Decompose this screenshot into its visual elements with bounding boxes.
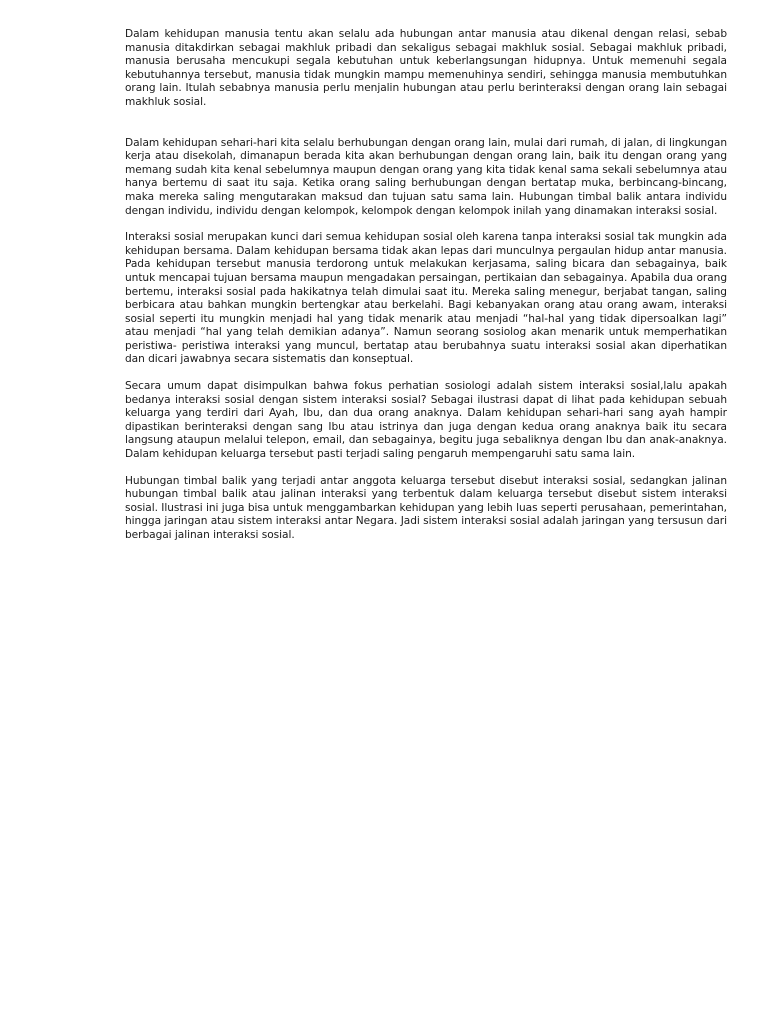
paragraph-1: Dalam kehidupan manusia tentu akan selalu ada hubungan antar manusia atau dikenal dengan relasi, sebab manusia ditakdirkan sebagai makhluk pribadi dan sekaligus sebagai makhluk sosial. Sebagai makhluk pribadi, manusia berusaha mencukupi segala kebutuhan untuk keberlangsungan hidupnya. Untuk memenuhi segala kebutuhannya tersebut, manusia tidak mungkin mampu memenuhinya sendiri, sehingga manusia membutuhkan orang lain. Itulah sebabnya manusia perlu menjalin hubungan atau perlu berinteraksi dengan orang lain sebagai makhluk sosial. <box>125 28 727 108</box>
paragraph-3: Interaksi sosial merupakan kunci dari semua kehidupan sosial oleh karena tanpa interaksi sosial tak mungkin ada kehidupan bersama. Dalam kehidupan bersama tidak akan lepas dari munculnya pergaulan hidup antar manusia. Pada kehidupan tersebut manusia terdorong untuk melakukan kerjasama, saling bicara dan sebagainya, baik untuk mencapai tujuan bersama maupun mengadakan persaingan, pertikaian dan sebagainya. Apabila dua orang bertemu, interaksi sosial pada hakikatnya telah dimulai saat itu. Mereka saling menegur, berjabat tangan, saling berbicara atau bahkan mungkin bertengkar atau berkelahi. Bagi kebanyakan orang atau orang awam, interaksi sosial seperti itu mungkin menjadi hal yang tidak menarik atau menjadi “hal-hal yang tidak dipersoalkan lagi” atau menjadi “hal yang telah demikian adanya”. Namun seorang sosiolog akan menarik untuk memperhatikan peristiwa- peristiwa interaksi yang muncul, bertatap atau berubahnya suatu interaksi sosial akan diperhatikan dan dicari jawabnya secara sistematis dan konseptual. <box>125 231 727 366</box>
paragraph-4: Secara umum dapat disimpulkan bahwa fokus perhatian sosiologi adalah sistem interaksi sosial,lalu apakah bedanya interaksi sosial dengan sistem interaksi sosial? Sebagai ilustrasi dapat di lihat pada kehidupan sebuah keluarga yang terdiri dari Ayah, Ibu, dan dua orang anaknya. Dalam kehidupan sehari-hari sang ayah hampir dipastikan berinteraksi dengan sang Ibu atau istrinya dan juga dengan kedua orang anaknya baik itu secara langsung ataupun melalui telepon, email, dan sebagainya, begitu juga sebaliknya dengan Ibu dan anak-anaknya. Dalam kehidupan keluarga tersebut pasti terjadi saling pengaruh mempengaruhi satu sama lain. <box>125 380 727 461</box>
paragraph-2: Dalam kehidupan sehari-hari kita selalu berhubungan dengan orang lain, mulai dari rumah, di jalan, di lingkungan kerja atau disekolah, dimanapun berada kita akan berhubungan dengan orang lain, baik itu dengan orang yang memang sudah kita kenal sebelumnya maupun dengan orang yang kita tidak kenal sama sekali sebelumnya atau hanya bertemu di saat itu saja. Ketika orang saling berhubungan dengan bertatap muka, berbincang-bincang, maka mereka saling mengutarakan maksud dan tujuan satu sama lain. Hubungan timbal balik antara individu dengan individu, individu dengan kelompok, kelompok dengan kelompok inilah yang dinamakan interaksi sosial. <box>125 136 727 217</box>
paragraph-5: Hubungan timbal balik yang terjadi antar anggota keluarga tersebut disebut interaksi sosial, sedangkan jalinan hubungan timbal balik atau jalinan interaksi yang terbentuk dalam keluarga tersebut disebut sistem interaksi sosial. Ilustrasi ini juga bisa untuk menggambarkan kehidupan yang lebih luas seperti perusahaan, pemerintahan, hingga jaringan atau sistem interaksi antar Negara. Jadi sistem interaksi sosial adalah jaringan yang tersusun dari berbagai jalinan interaksi sosial. <box>125 474 727 541</box>
document-page <box>125 28 727 543</box>
